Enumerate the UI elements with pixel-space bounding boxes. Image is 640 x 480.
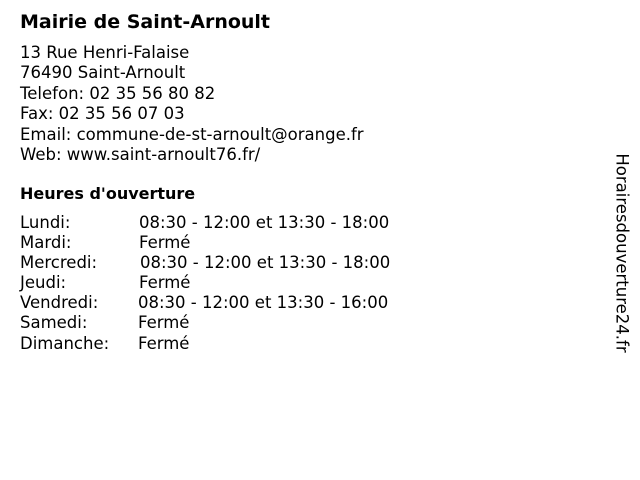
email-address[interactable]: Email: commune-de-st-arnoult@orange.fr <box>20 124 364 144</box>
day-label: Mardi: <box>20 233 72 253</box>
site-watermark <box>609 135 635 370</box>
day-label: Samedi: <box>20 313 88 333</box>
day-hours: Fermé <box>138 333 190 353</box>
phone-number[interactable]: Telefon: 02 35 56 80 82 <box>20 83 216 103</box>
site-watermark-text[interactable]: Horairesdouverture24.fr <box>613 152 632 353</box>
opening-hours-heading: Heures d'ouverture <box>20 184 196 203</box>
city-postcode: 76490 Saint-Arnoult <box>20 63 186 83</box>
day-hours: Fermé <box>139 273 191 293</box>
day-hours: Fermé <box>138 313 190 333</box>
page-title: Mairie de Saint-Arnoult <box>20 11 271 33</box>
contact-block <box>20 43 364 165</box>
day-label: Mercredi: <box>20 253 98 273</box>
fax-number: Fax: 02 35 56 07 03 <box>20 104 185 124</box>
street-address: 13 Rue Henri-Falaise <box>20 43 190 62</box>
day-hours: Fermé <box>139 233 191 253</box>
day-hours: 08:30 - 12:00 et 13:30 - 18:00 <box>139 213 390 232</box>
day-label: Dimanche: <box>20 333 110 353</box>
website-link[interactable]: Web: www.saint-arnoult76.fr/ <box>20 145 261 165</box>
day-label: Vendredi: <box>20 293 99 313</box>
day-hours: 08:30 - 12:00 et 13:30 - 18:00 <box>140 253 391 273</box>
day-label: Jeudi: <box>20 273 67 293</box>
day-label: Lundi: <box>20 213 71 232</box>
day-hours: 08:30 - 12:00 et 13:30 - 16:00 <box>138 293 389 313</box>
